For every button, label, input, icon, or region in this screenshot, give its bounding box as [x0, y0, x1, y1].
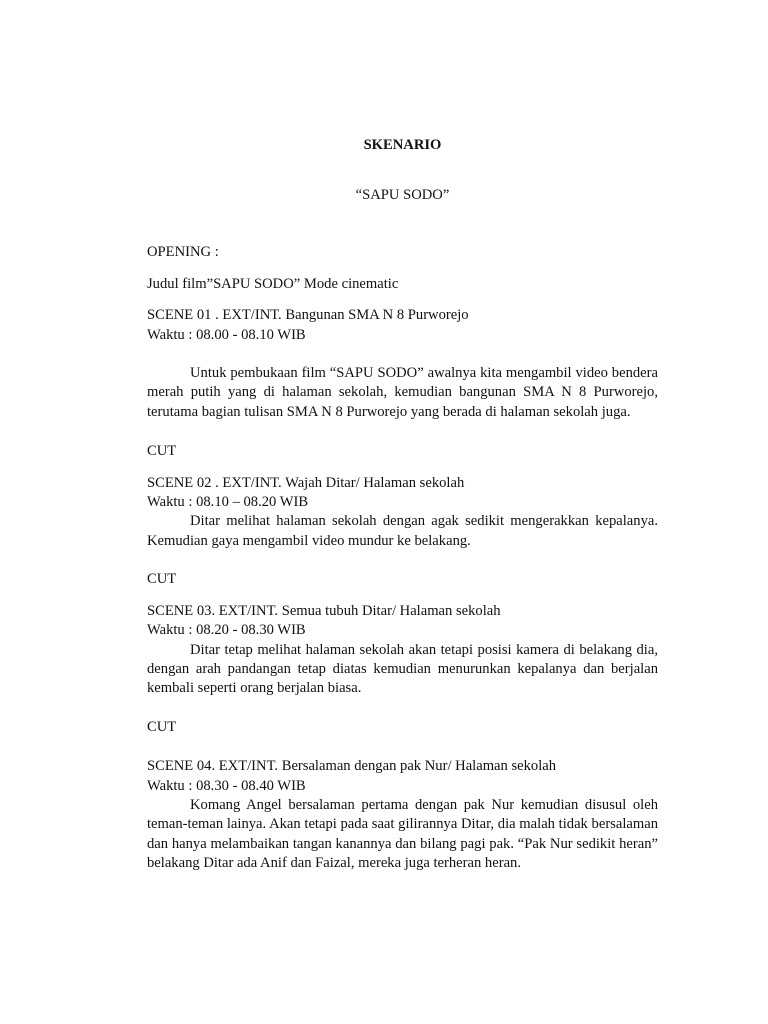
cut-label: CUT	[147, 443, 177, 460]
scene-03	[147, 602, 658, 699]
scene-body: Ditar tetap melihat halaman sekolah akan tetapi posisi kamera di belakang dia, dengan arah pandangan tetap diatas kemudian menurunkan kepalanya dan berjalan kembali seperti orang berjalan biasa.	[147, 641, 658, 697]
scene-body: Untuk pembukaan film “SAPU SODO” awalnya kita mengambil video bendera merah putih yang di halaman sekolah, kemudian bangunan SMA N 8 Purworejo, terutama bagian tulisan SMA N 8 Purworejo yang berada di halaman sekolah juga.	[147, 365, 658, 420]
scene-01	[147, 306, 658, 422]
scene-heading: SCENE 04. EXT/INT. Bersalaman dengan pak Nur/ Halaman sekolah	[147, 758, 557, 775]
scene-body: Komang Angel bersalaman pertama dengan pak Nur kemudian disusul oleh teman-teman lainya. Akan tetapi pada saat gilirannya Ditar, dia malah tidak bersalaman dan hanya melambaikan tangan kanannya dan bilang pagi pak. “Pak Nur sedikit heran” belakang Ditar ada Anif dan Faizal, mereka juga terheran heran.	[147, 796, 658, 872]
scene-time: Waktu : 08.10 – 08.20 WIB	[147, 494, 309, 511]
scene-time: Waktu : 08.00 - 08.10 WIB	[147, 326, 306, 343]
opening-label: OPENING :	[147, 244, 219, 261]
scene-heading: SCENE 01 . EXT/INT. Bangunan SMA N 8 Purworejo	[147, 307, 469, 324]
scene-body: Ditar melihat halaman sekolah dengan agak sedikit mengerakkan kepalanya. Kemudian gaya mengambil video mundur ke belakang.	[147, 513, 658, 549]
scene-heading: SCENE 03. EXT/INT. Semua tubuh Ditar/ Halaman sekolah	[147, 602, 501, 619]
scene-heading: SCENE 02 . EXT/INT. Wajah Ditar/ Halaman sekolah	[147, 474, 465, 491]
cut-label: CUT	[147, 718, 177, 735]
opening-text: Judul film”SAPU SODO” Mode cinematic	[147, 275, 399, 292]
scene-04	[147, 757, 658, 873]
document-title: SKENARIO	[363, 137, 442, 153]
scene-02	[147, 474, 658, 552]
cut-label: CUT	[147, 571, 177, 588]
scene-time: Waktu : 08.30 - 08.40 WIB	[147, 777, 306, 794]
document-subtitle: “SAPU SODO”	[355, 187, 450, 203]
scene-time: Waktu : 08.20 - 08.30 WIB	[147, 622, 306, 639]
document-content	[147, 136, 658, 874]
